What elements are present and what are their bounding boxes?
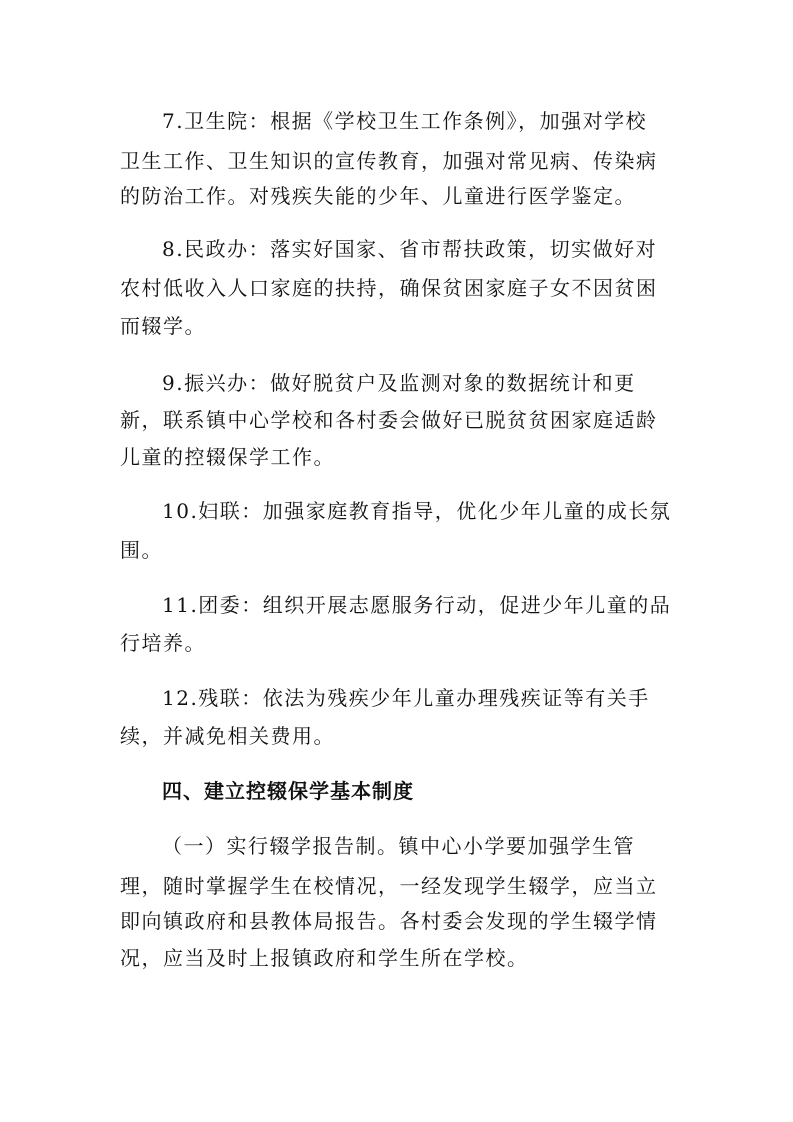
paragraph-13-line-2: 理，随时掌握学生在校情况，一经发现学生辍学，应当立 xyxy=(120,874,658,898)
paragraph-10-line-1: 10.妇联：加强家庭教育指导，优化少年儿童的成长氛 xyxy=(162,499,672,523)
paragraph-11-line-1: 11.团委：组织开展志愿服务行动，促进少年儿童的品 xyxy=(162,593,672,617)
paragraph-9-line-2: 新，联系镇中心学校和各村委会做好已脱贫贫困家庭适龄 xyxy=(120,408,658,432)
paragraph-7-line-1: 7.卫生院：根据《学校卫生工作条例》，加强对学校 xyxy=(162,109,648,133)
paragraph-8-line-3: 而辍学。 xyxy=(120,314,206,338)
paragraph-10-line-2: 围。 xyxy=(120,538,163,562)
paragraph-12-line-1: 12.残联：依法为残疾少年儿童办理残疾证等有关手 xyxy=(162,686,650,710)
paragraph-8-line-2: 农村低收入人口家庭的扶持，确保贫困家庭子女不因贫困 xyxy=(120,276,658,300)
paragraph-9-line-3: 儿童的控辍保学工作。 xyxy=(120,445,335,469)
section-heading-4: 四、建立控辍保学基本制度 xyxy=(162,779,414,803)
paragraph-13-line-3: 即向镇政府和县教体局报告。各村委会发现的学生辍学情 xyxy=(120,909,658,933)
paragraph-11-line-2: 行培养。 xyxy=(120,631,206,655)
paragraph-13-line-4: 况，应当及时上报镇政府和学生所在学校。 xyxy=(120,946,529,970)
paragraph-12-line-2: 续，并减免相关费用。 xyxy=(120,724,335,748)
paragraph-8-line-1: 8.民政办：落实好国家、省市帮扶政策，切实做好对 xyxy=(162,237,658,261)
paragraph-7-line-2: 卫生工作、卫生知识的宣传教育，加强对常见病、传染病 xyxy=(120,149,658,173)
paragraph-13-line-1: （一）实行辍学报告制。镇中心小学要加强学生管 xyxy=(162,834,635,858)
paragraph-7-line-3: 的防治工作。对残疾失能的少年、儿童进行医学鉴定。 xyxy=(120,184,636,208)
paragraph-9-line-1: 9.振兴办：做好脱贫户及监测对象的数据统计和更 xyxy=(162,371,636,395)
